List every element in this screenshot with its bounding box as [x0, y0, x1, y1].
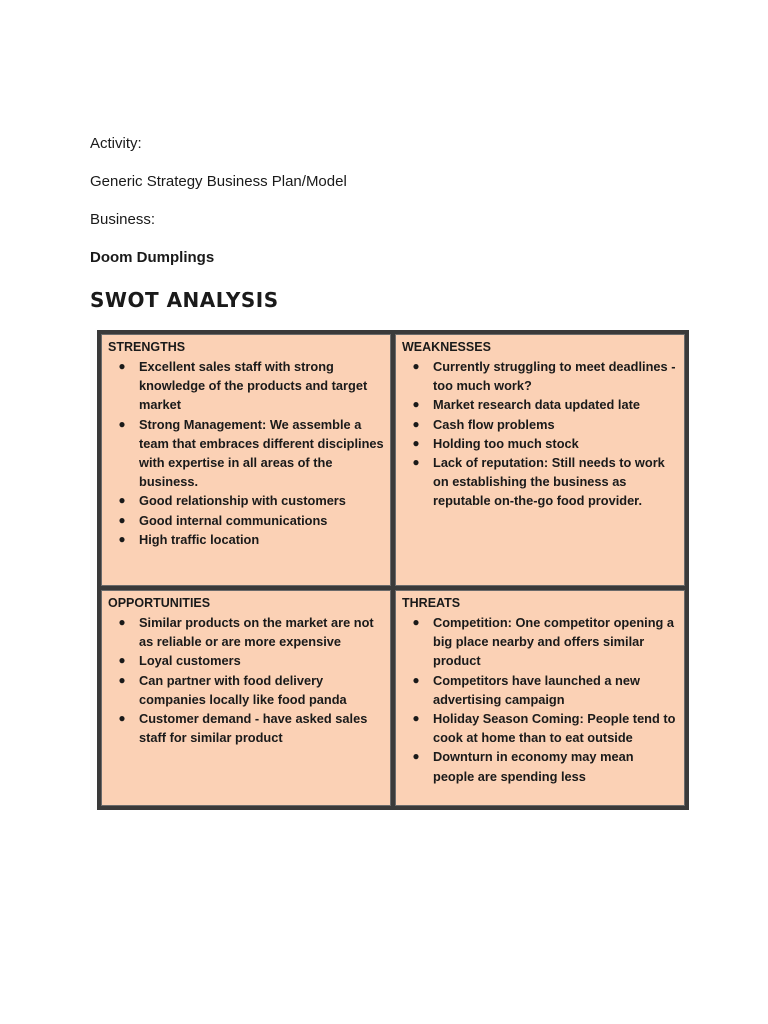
list-item-text: Competition: One competitor opening a big place nearby and offers similar product	[433, 615, 675, 669]
list-item-text: Loyal customers	[139, 653, 241, 669]
list-item	[108, 709, 384, 747]
list-item-text: Cash flow problems	[433, 416, 555, 432]
list-item	[108, 415, 384, 492]
bullet-icon: ●	[118, 359, 126, 373]
list-item-text: Good relationship with customers	[139, 493, 346, 509]
list-item-text: High traffic location	[139, 531, 260, 547]
bullet-icon: ●	[118, 672, 126, 687]
bullet-icon: ●	[412, 416, 420, 431]
list-item	[108, 491, 384, 510]
bullet-icon: ●	[412, 435, 420, 450]
strategy-line: Generic Strategy Business Plan/Model	[90, 173, 347, 190]
bullet-icon: ●	[412, 711, 420, 726]
bullet-icon: ●	[118, 653, 126, 668]
list-item-text: Holiday Season Coming: People tend to cook at home than to eat outside	[433, 711, 676, 746]
list-item	[402, 357, 678, 395]
list-item-text: Customer demand - have asked sales staff for similar product	[139, 711, 368, 746]
weaknesses-title: WEAKNESSES	[402, 340, 491, 354]
list-item	[108, 671, 384, 709]
opportunities-list	[108, 613, 384, 747]
list-item-text: Similar products on the market are not as reliable or are more expensive	[139, 615, 374, 650]
list-item-text: Holding too much stock	[433, 435, 579, 451]
bullet-icon: ●	[412, 615, 420, 629]
bullet-icon: ●	[118, 493, 126, 508]
list-item	[402, 671, 678, 709]
business-label: Business:	[90, 211, 156, 228]
swot-heading: SWOT ANALYSIS	[90, 288, 279, 312]
list-item	[402, 453, 678, 511]
list-item-text: Excellent sales staff with strong knowledge of the products and target market	[139, 359, 368, 413]
bullet-icon: ●	[412, 455, 420, 470]
activity-label: Activity:	[90, 135, 142, 152]
threats-list	[402, 613, 678, 786]
strengths-cell	[101, 334, 391, 586]
list-item-text: Strong Management: We assemble a team that embraces different disciplines with expertise in all areas of the business.	[139, 416, 384, 490]
bullet-icon: ●	[118, 615, 126, 629]
bullet-icon: ●	[118, 416, 126, 431]
bullet-icon: ●	[118, 512, 126, 527]
bullet-icon: ●	[118, 711, 126, 726]
list-item-text: Competitors have launched a new advertising campaign	[433, 672, 640, 707]
bullet-icon: ●	[412, 672, 420, 687]
list-item	[402, 415, 678, 434]
list-item-text: Currently struggling to meet deadlines - too much work?	[433, 359, 676, 394]
business-name: Doom Dumplings	[90, 249, 215, 266]
list-item-text: Good internal communications	[139, 512, 328, 528]
bullet-icon: ●	[412, 749, 420, 764]
list-item-text: Lack of reputation: Still needs to work on establishing the business as reputable on-the-go food provider.	[433, 455, 665, 509]
list-item-text: Downturn in economy may mean people are spending less	[433, 749, 634, 784]
strengths-list	[108, 357, 384, 549]
bullet-icon: ●	[412, 397, 420, 412]
threats-title: THREATS	[402, 596, 461, 610]
list-item	[402, 747, 678, 785]
list-item-text: Market research data updated late	[433, 397, 640, 413]
list-item	[402, 395, 678, 414]
weaknesses-list	[402, 357, 678, 511]
swot-table	[97, 330, 689, 810]
opportunities-cell	[101, 590, 391, 806]
opportunities-title: OPPORTUNITIES	[108, 596, 211, 610]
threats-cell	[395, 590, 685, 806]
list-item	[402, 709, 678, 747]
list-item	[108, 530, 384, 549]
list-item-text: Can partner with food delivery companies locally like food panda	[139, 672, 347, 707]
list-item	[108, 511, 384, 530]
bullet-icon: ●	[412, 359, 420, 373]
weaknesses-cell	[395, 334, 685, 586]
list-item	[402, 434, 678, 453]
strengths-title: STRENGTHS	[108, 340, 186, 354]
list-item	[108, 613, 384, 651]
bullet-icon: ●	[118, 531, 126, 546]
list-item	[402, 613, 678, 671]
list-item	[108, 357, 384, 415]
list-item	[108, 651, 384, 670]
